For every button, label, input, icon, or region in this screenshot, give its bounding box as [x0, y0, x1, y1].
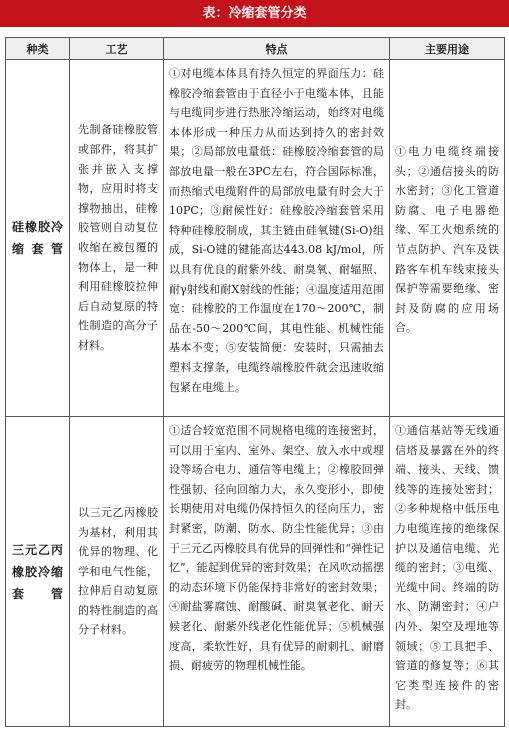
header-row: [6, 38, 505, 60]
table-row: [6, 417, 505, 727]
process-cell: 以三元乙丙橡胶为基材，利用其优异的物理、化学和电气性能，拉伸后自动复原的特性制造的高分子材料。: [70, 417, 164, 727]
uses-cell: ①电力电缆终端接头；②通信接头的防水密封；③化工管道防腐、电子电器绝缘、军工火炮系统的节点防护、汽车及铁路客车机车线束接头保护等需要绝缘、密封及防腐的应用场合。: [390, 60, 505, 417]
category-cell: 三元乙丙橡胶冷缩套管: [6, 417, 70, 727]
table-title: 表：冷缩套管分类: [0, 0, 509, 27]
process-cell: 先制备硅橡胶管或部件，将其扩张并嵌入支撑物，应用时将支撑物抽出，硅橡胶管则自动复位收缩在被包覆的物体上，是一种利用硅橡胶拉伸后自动复原的特性制造的高分子材料。: [70, 60, 164, 417]
category-cell: 硅橡胶冷缩套管: [6, 60, 70, 417]
header-category: 种类: [6, 38, 70, 60]
header-process: 工艺: [70, 38, 164, 60]
uses-cell: ①通信基站等无线通信塔及暴露在外的终端、接头、天线、馈线等的连接处密封；②多种规格中低压电力电缆连接的绝缘保护以及通信电缆、光缆的密封；③电缆、光缆中间、终端的防水、防潮密封；④户内外、架空及埋地等领域；⑤工具把手、管道的修复等；⑥其它类型连接件的密封。: [390, 417, 505, 727]
table-row: [6, 60, 505, 417]
features-cell: ①适合较宽范围不同规格电缆的连接密封，可以用于室内、室外、架空、放入水中或埋设等场合电力、通信等电缆上；②橡胶回弹性强韧、径向回缩力大，永久变形小，即使长期使用对电缆仍保持恒久的径向压力，密封紧密，防潮、防水、防尘性能优异；③由于三元乙丙橡胶具有优异的回弹性和“弹性记忆”，能起到优异的密封效果；在风吹动摇摆的动态环境下仍能保持非常好的密封效果；④耐盐雾腐蚀、耐酸碱、耐臭氧老化、耐天候老化、耐紫外线老化性能优异；⑤机械强度高，柔软性好，具有优异的耐刺扎、耐磨损、耐疲劳的物理机械性能。: [164, 417, 390, 727]
header-features: 特点: [164, 38, 390, 60]
features-cell: ①对电缆本体具有持久恒定的界面压力：硅橡胶冷缩套管由于直径小于电缆本体，且能与电缆同步进行热胀冷缩运动，始终对电缆本体形成一种压力从而达到持久的密封效果；②局部放电量低：硅橡胶冷缩套管的局部放电量一般在3PC左右，符合国际标准，而热缩式电缆附件的局部放电量有时会大于10PC；③耐候性好：硅橡胶冷缩套管采用特种硅橡胶制成，其主链由硅氧键(Si-O)组成，Si-O键的键能高达443.08 kJ/mol，所以具有优良的耐紫外线、耐臭氧、耐辐照、耐γ射线和耐X射线的性能；④温度适用范围宽：硅橡胶的工作温度在170～200℃，制品在-50～200℃间，其电性能、机械性能基本不变；⑤安装简便：安装时，只需抽去塑料支撑条，电缆终端橡胶件就会迅速收缩包紧在电缆上。: [164, 60, 390, 417]
header-uses: 主要用途: [390, 38, 505, 60]
classification-table: [5, 37, 505, 727]
